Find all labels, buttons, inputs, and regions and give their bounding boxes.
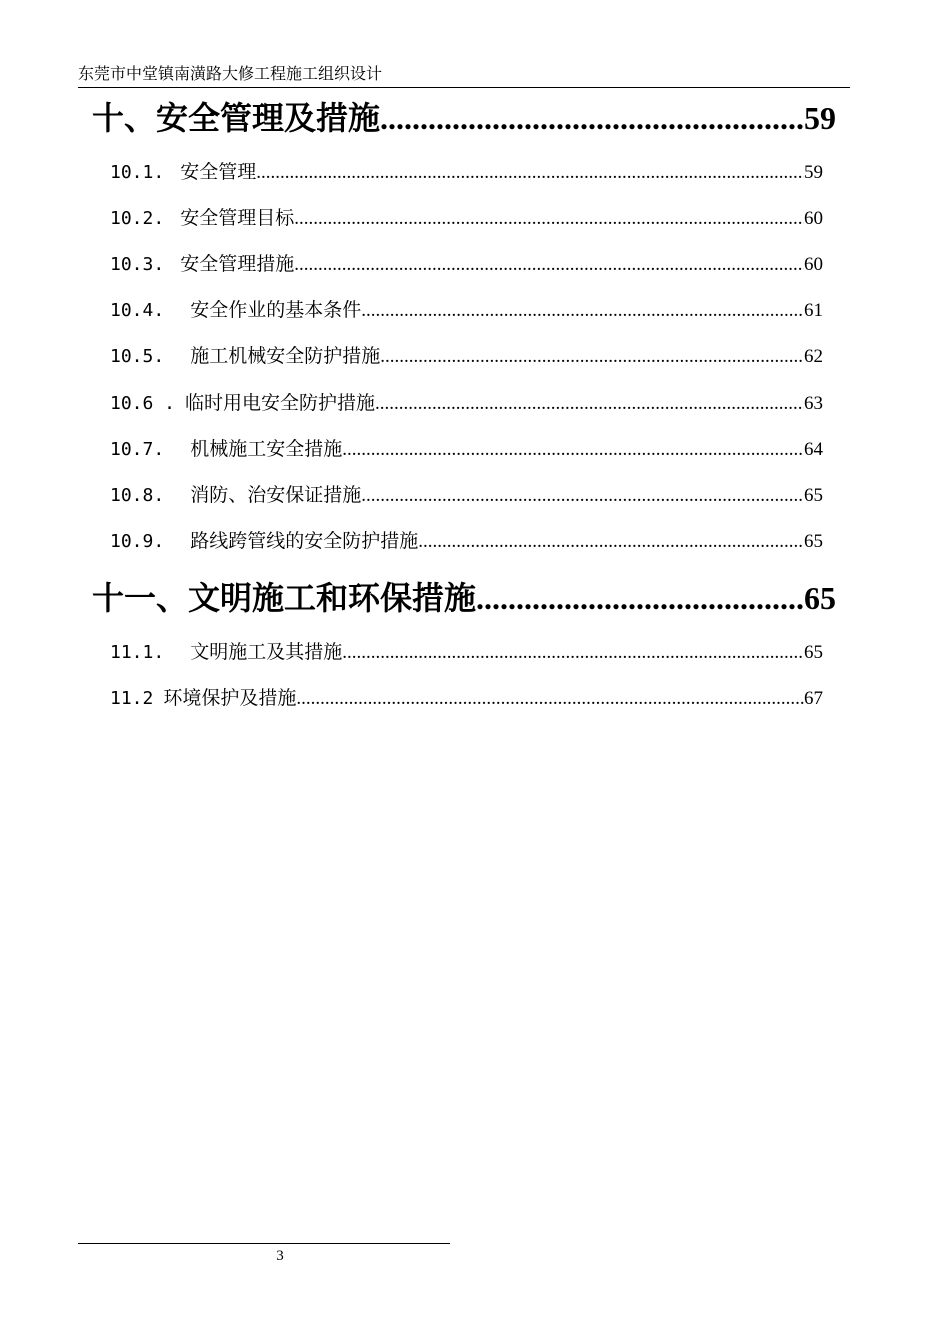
toc-section-10-9[interactable] [110, 527, 823, 555]
toc-section-10-5[interactable] [110, 342, 823, 370]
toc-section-number: 10.6 . [110, 393, 176, 414]
toc-page-number: 64 [804, 439, 823, 460]
toc-leader [380, 343, 804, 370]
toc-section-number: 10.9. [110, 531, 165, 552]
toc-section-number: 10.7. [110, 439, 165, 460]
toc-page-number: 59 [804, 100, 836, 136]
toc-section-label: 安全管理 [180, 161, 257, 183]
toc-leader [296, 685, 804, 712]
toc-section-label: 安全管理目标 [180, 207, 295, 229]
toc-section-label: 安全管理措施 [180, 253, 295, 275]
toc-section-label: 消防、治安保证措施 [190, 484, 362, 506]
toc-section-10-8[interactable] [110, 481, 823, 509]
toc-section-number: 11.2 [110, 688, 154, 709]
toc-leader [418, 528, 804, 555]
toc-page-number: 59 [804, 162, 823, 183]
toc-chapter-label: 十、安全管理及措施 [92, 99, 381, 137]
page-number: 3 [276, 1248, 284, 1264]
footer-divider [78, 1243, 450, 1244]
toc-section-number: 10.2. [110, 208, 165, 229]
toc-section-11-1[interactable] [110, 638, 823, 666]
toc-page-number: 67 [804, 688, 823, 709]
toc-leader [294, 205, 804, 232]
toc-page-number: 65 [804, 485, 823, 506]
toc-section-number: 10.3. [110, 254, 165, 275]
toc-leader [342, 436, 804, 463]
toc-section-label: 安全作业的基本条件 [190, 299, 362, 321]
toc-chapter-label: 十一、文明施工和环保措施 [92, 579, 477, 617]
toc-section-10-6[interactable] [110, 389, 823, 417]
toc-section-number: 10.4. [110, 300, 165, 321]
toc-section-10-4[interactable] [110, 296, 823, 324]
toc-section-number: 10.1. [110, 162, 165, 183]
toc-section-label: 路线跨管线的安全防护措施 [190, 530, 419, 552]
toc-section-11-2[interactable] [110, 684, 823, 712]
toc-section-10-2[interactable] [110, 204, 823, 232]
toc-page-number: 61 [804, 300, 823, 321]
toc-page-number: 65 [804, 642, 823, 663]
toc-page-number: 62 [804, 346, 823, 367]
toc-page-number: 65 [804, 531, 823, 552]
toc-leader [361, 482, 804, 509]
toc-section-label: 文明施工及其措施 [190, 641, 343, 663]
toc-page-number: 63 [804, 393, 823, 414]
toc-chapter-11[interactable] [92, 576, 836, 620]
toc-section-10-1[interactable] [110, 158, 823, 186]
toc-section-10-7[interactable] [110, 435, 823, 463]
toc-page-number: 60 [804, 208, 823, 229]
toc-section-10-3[interactable] [110, 250, 823, 278]
toc-page-number: 65 [804, 580, 836, 616]
toc-leader [476, 576, 804, 620]
toc-chapter-10[interactable] [92, 96, 836, 140]
toc-page-number: 60 [804, 254, 823, 275]
toc-leader [375, 390, 804, 417]
toc-leader [294, 251, 804, 278]
toc-leader [380, 96, 804, 140]
toc-section-label: 环境保护及措施 [163, 687, 297, 709]
toc-section-number: 11.1. [110, 642, 165, 663]
toc-section-label: 机械施工安全措施 [190, 438, 343, 460]
toc-leader [361, 297, 804, 324]
toc-section-number: 10.8. [110, 485, 165, 506]
toc-leader [342, 639, 804, 666]
toc-leader [256, 159, 804, 186]
toc-section-number: 10.5. [110, 346, 165, 367]
running-header: 东莞市中堂镇南潢路大修工程施工组织设计 [78, 62, 850, 88]
toc-section-label: 施工机械安全防护措施 [190, 345, 381, 367]
toc-section-label: 临时用电安全防护措施 [185, 392, 376, 414]
